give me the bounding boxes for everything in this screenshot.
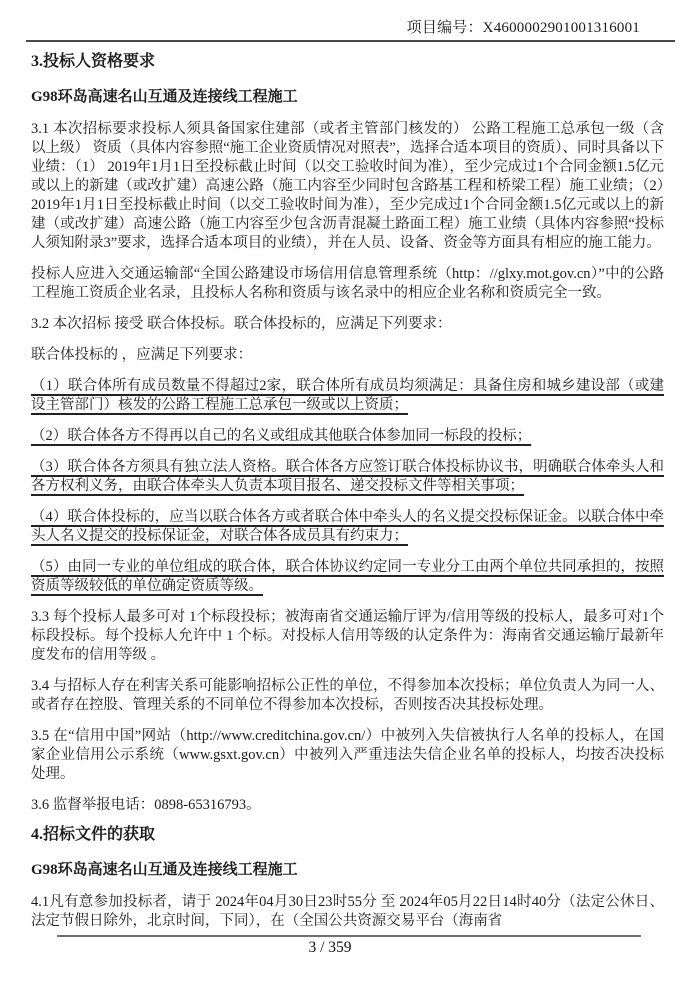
page-header <box>0 0 700 38</box>
clause-3-1: 3.1 本次招标要求投标人须具备国家住建部（或者主管部门核发的） 公路工程施工总承包一级（含以上级） 资质（具体内容参照“施工企业资质情况对照表”，选择合适本项目的资质）、同时具备以下业绩：（1） 2019年1月1日至投标截止时间（以交工验收时间为准），至少完成过1个合同金额1.5亿元或以上的新建（或改扩建）高速公路（施工内容至少同时包含路基工程和桥梁工程）施工业绩；（2）2019年1月1日至投标截止时间（以交工验收时间为准），至少完成过1个合同金额1.5亿元或以上的新建（或改扩建）高速公路（施工内容至少包含沥青混凝土路面工程）施工业绩（具体内容参照“投标人须知附录3”要求，选择合适本项目的业绩），并在人员、设备、资金等方面具有相应的施工能力。 <box>31 121 664 251</box>
project-name-heading: G98环岛高速名山互通及连接线工程施工 <box>31 89 298 105</box>
footer-rule <box>57 935 641 937</box>
clause-3-3: 3.3 每个投标人最多可对 1个标段投标；被海南省交通运输厅评为/信用等级的投标人，最多可对1个标段投标。每个投标人允许中 1 个标。对投标人信用等级的认定条件为：海南省交通运输厅最新年度发布的信用等级 。 <box>31 609 664 663</box>
clause-3-5: 3.5 在“信用中国”网站（http://www.creditchina.gov.cn/）中被列入失信被执行人名单的投标人，在国家企业信用公示系统（www.gsxt.gov.cn）中被列入严重违法失信企业名单的投标人，均按否决投标处理。 <box>31 728 664 782</box>
page-number: 3 / 359 <box>308 939 352 956</box>
document-body <box>0 51 700 931</box>
clause-4-1: 4.1凡有意参加投标者，请于 2024年04月30日23时55分 至 2024年05月22日14时40分（法定公休日、法定节假日除外，北京时间，下同），在（全国公共资源交易平台（海南省 <box>31 894 664 929</box>
jv-item-4: （4）联合体投标的，应当以联合体各方或者联合体中牵头人的名义提交投标保证金。以联合体中牵头人名义提交的投标保证金，对联合体各成员具有约束力； <box>31 509 664 544</box>
header-rule <box>26 40 675 42</box>
clause-3-2: 3.2 本次招标 接受 联合体投标。联合体投标的，应满足下列要求： <box>31 316 452 332</box>
project-name-heading-2: G98环岛高速名山互通及连接线工程施工 <box>31 862 298 878</box>
clause-jv-intro: 联合体投标的 ，应满足下列要求： <box>31 347 253 363</box>
section-4-heading: 4.招标文件的获取 <box>31 826 156 843</box>
clause-3-6: 3.6 监督举报电话：0898-65316793。 <box>31 797 261 813</box>
jv-item-2: （2）联合体各方不得再以自己的名义或组成其他联合体参加同一标段的投标； <box>31 428 532 444</box>
clause-3-4: 3.4 与招标人存在利害关系可能影响招标公正性的单位，不得参加本次投标；单位负责人为同一人、或者存在控股、管理关系的不同单位不得参加本次投标，否则按否决其投标处理。 <box>31 678 664 713</box>
jv-item-1: （1）联合体所有成员数量不得超过2家，联合体所有成员均须满足：具备住房和城乡建设部（或建设主管部门）核发的公路工程施工总承包一级或以上资质； <box>31 378 664 413</box>
project-number-label: 项目编号：X4600002901001316001 <box>406 20 640 36</box>
section-3-heading: 3.投标人资格要求 <box>31 53 156 70</box>
jv-item-3: （3）联合体各方须具有独立法人资格。联合体各方应签订联合体投标协议书，明确联合体牵头人和各方权利义务，由联合体牵头人负责本项目报名、递交投标文件等相关事项； <box>31 459 664 494</box>
clause-credit-directory: 投标人应进入交通运输部“全国公路建设市场信用信息管理系统（http：//glxy.mot.gov.cn）”中的公路工程施工资质企业名录，且投标人名称和资质与该名录中的相应企业名称和资质完全一致。 <box>31 266 664 301</box>
jv-item-5: （5）由同一专业的单位组成的联合体，联合体协议约定同一专业分工由两个单位共同承担的，按照资质等级较低的单位确定资质等级。 <box>31 559 664 594</box>
